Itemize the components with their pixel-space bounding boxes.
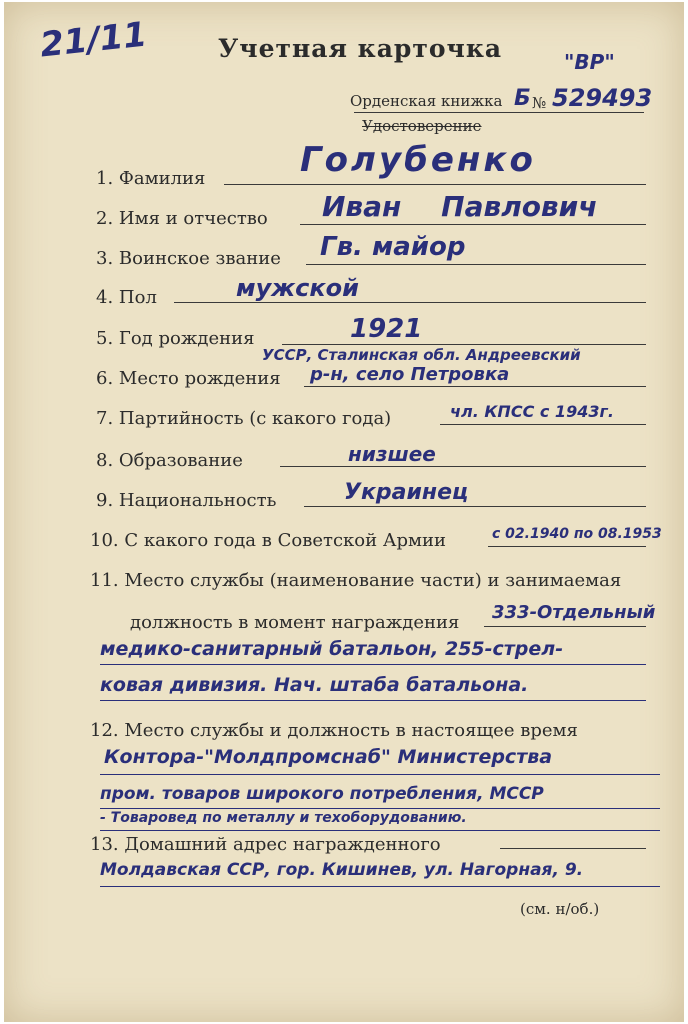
stamp-note: "ВР" [564,50,615,74]
field-9-value: Украинец [344,480,469,505]
field-10-label: 10. С какого года в Советской Армии [90,530,446,551]
field-12-value-3: - Товаровед по металлу и техоборудованию. [100,810,467,826]
field-5-line [282,344,646,345]
field-13-value: Молдавская ССР, гор. Кишинев, ул. Нагорная, 9. [100,860,584,880]
field-12-line-1 [100,774,660,775]
field-11-value-1: 333-Отдельный [492,602,656,623]
footer-note: (см. н/об.) [520,900,600,918]
field-10-value: с 02.1940 по 08.1953 [492,526,662,542]
field-11-label-2: должность в момент награждения [130,612,460,633]
field-9-label: 9. Национальность [96,490,277,511]
page-title: Учетная карточка [218,34,503,63]
corner-note: 21/11 [38,14,149,66]
book-label: Орденская книжка [350,92,503,110]
field-1-line [224,184,646,185]
field-12-value-2: пром. товаров широкого потребления, МССР [100,784,544,804]
field-8-line [280,466,646,467]
field-5-label: 5. Год рождения [96,328,255,349]
registration-card [4,2,684,1022]
field-4-label: 4. Пол [96,287,157,308]
field-12-line-2 [100,808,660,809]
field-12-line-3 [100,830,660,831]
field-11-line-1 [484,626,646,627]
field-3-line [306,264,646,265]
field-3-value: Гв. майор [320,232,466,262]
field-12-label: 12. Место службы и должность в настоящее время [90,720,578,741]
field-5-value: 1921 [350,314,423,344]
field-9-line [304,506,646,507]
field-13-line-1 [500,848,646,849]
field-4-line [174,302,646,303]
field-11-line-2 [100,664,646,665]
field-8-label: 8. Образование [96,450,243,471]
field-11-label-1: 11. Место службы (наименование части) и занимаемая [90,570,622,591]
field-11-value-2: медико-санитарный батальон, 255-стрел- [100,638,564,660]
field-8-value: низшее [348,442,436,466]
field-13-line-2 [100,886,660,887]
field-2-label: 2. Имя и отчество [96,208,268,229]
book-series: Б [514,86,531,111]
field-11-value-3: ковая дивизия. Нач. штаба батальона. [100,674,529,696]
field-10-line [488,546,646,547]
field-7-value: чл. КПСС с 1943г. [450,402,614,421]
field-6-label: 6. Место рождения [96,368,281,389]
field-2-value: Иван Павлович [322,190,598,223]
book-number-sign: № [532,94,547,112]
field-13-label: 13. Домашний адрес награжденного [90,834,441,855]
field-3-label: 3. Воинское звание [96,248,281,269]
field-12-value-1: Контора-"Молдпромснаб" Министерства [104,746,553,768]
book-line [354,112,644,113]
field-7-line [440,424,646,425]
certificate-label: Удостоверение [362,117,482,135]
book-number: 529493 [552,84,653,112]
field-7-label: 7. Партийность (с какого года) [96,408,392,429]
field-4-value: мужской [236,274,359,302]
field-11-line-3 [100,700,646,701]
field-6-value-2: р-н, село Петровка [310,364,510,385]
field-6-line [304,386,646,387]
field-2-line [300,224,646,225]
field-1-label: 1. Фамилия [96,168,206,189]
field-6-value-1: УССР, Сталинская обл. Андреевский [262,346,581,364]
field-1-value: Голубенко [300,140,536,180]
